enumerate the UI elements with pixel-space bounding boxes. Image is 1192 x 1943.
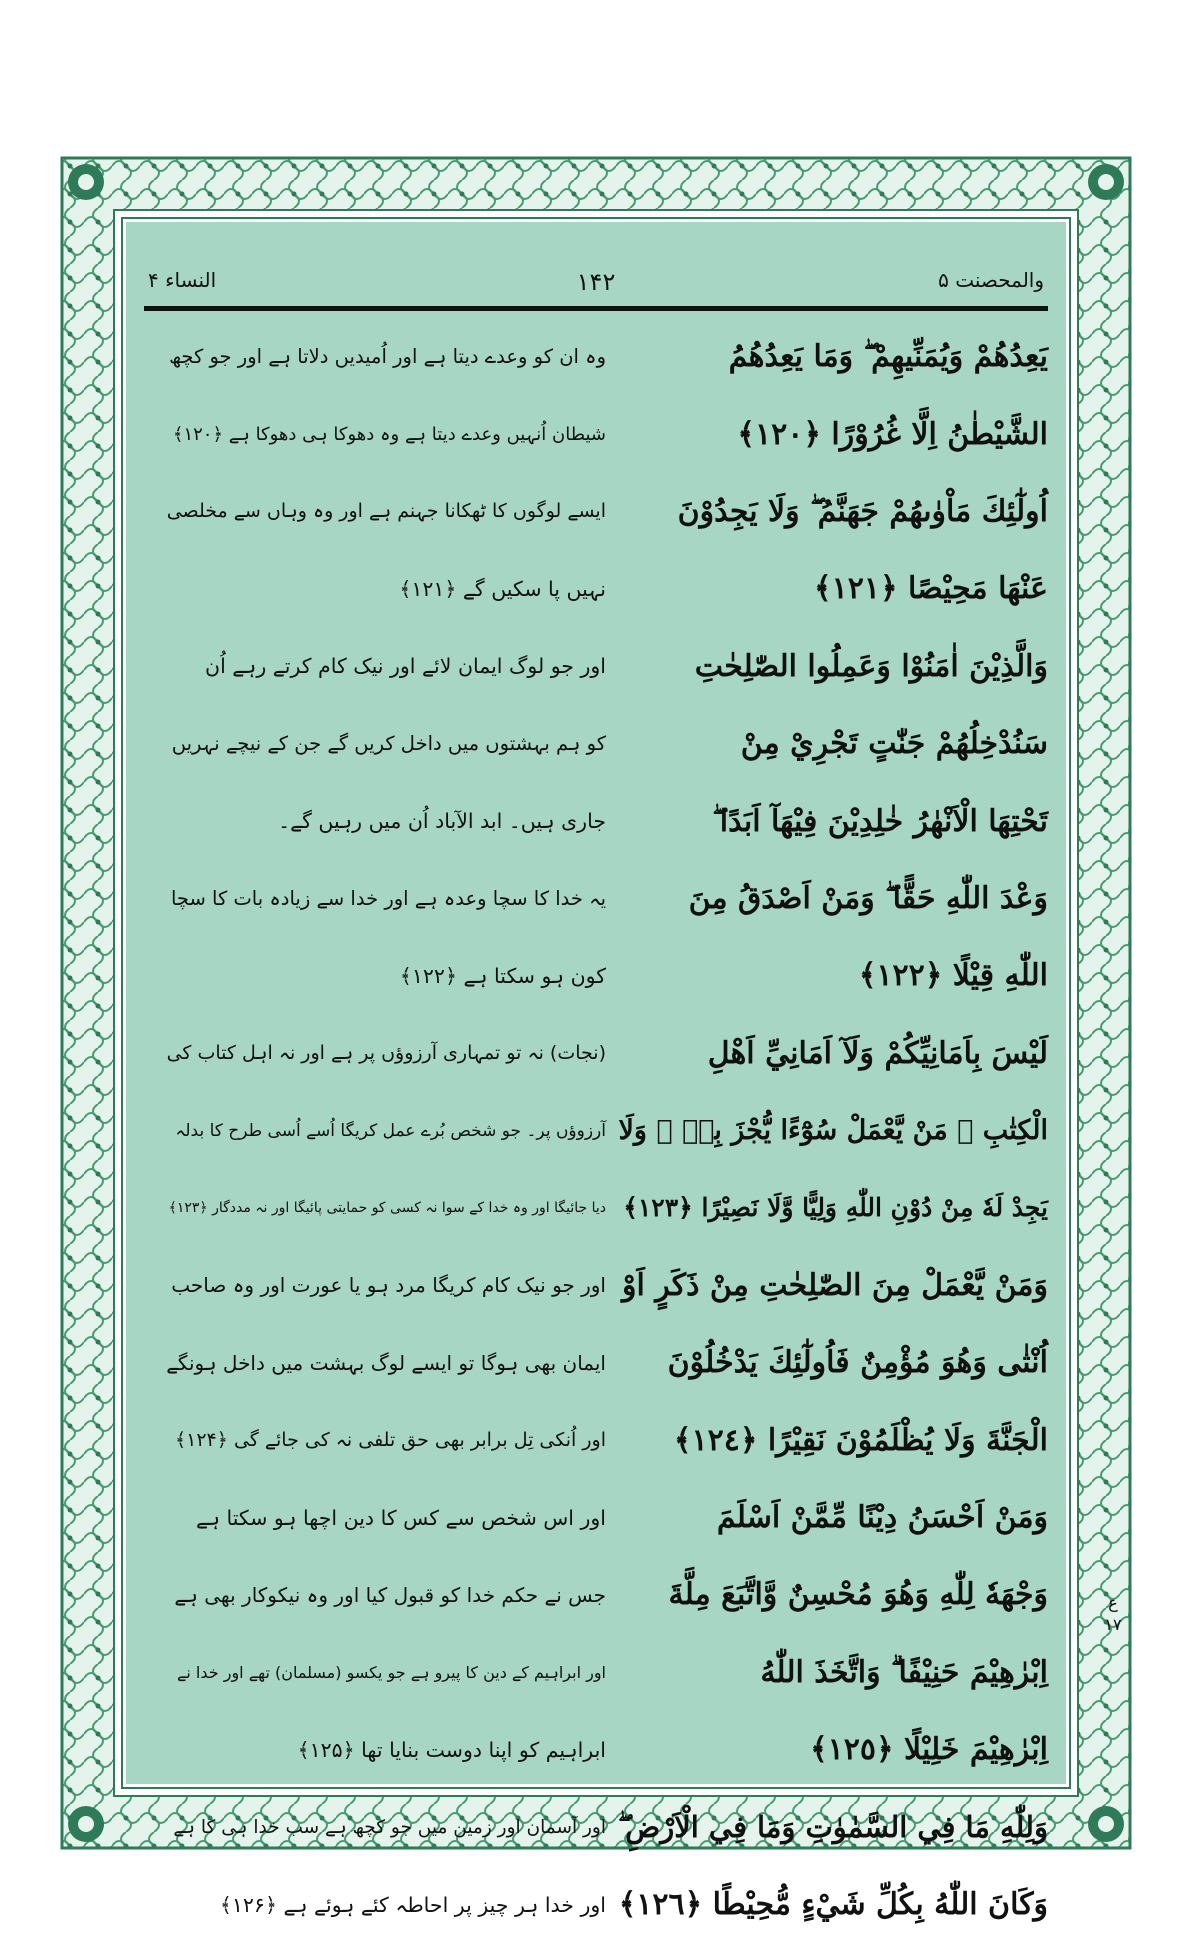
- urdu-line: اور جو لوگ ایمان لائے اور نیک کام کرتے رہے اُن: [205, 654, 606, 679]
- text-panel: [126, 222, 1122, 1922]
- urdu-line: اور اس شخص سے کس کا دین اچھا ہو سکتا ہے: [195, 1505, 606, 1530]
- header-rule: [144, 306, 1048, 311]
- urdu-line: نہیں پا سکیں گے ﴿۱۲۱﴾: [399, 576, 606, 601]
- arabic-line: وَمَنْ يَّعْمَلْ مِنَ الصّٰلِحٰتِ مِنْ ذَكَرٍ اَوْ: [621, 1267, 1048, 1303]
- arabic-line: الشَّيْطٰنُ اِلَّا غُرُوْرًا ﴿١٢٠﴾: [737, 416, 1048, 452]
- arabic-line: وَجْهَهٗ لِلّٰهِ وَهُوَ مُحْسِنٌ وَّاتَّبَعَ مِلَّةَ: [668, 1577, 1048, 1613]
- urdu-line: اور جو نیک کام کریگا مرد ہو یا عورت اور وہ صاحب: [171, 1273, 606, 1298]
- urdu-line: جاری ہیں۔ ابد الآباد اُن میں رہیں گے۔: [278, 809, 606, 834]
- arabic-line: تَحْتِهَا الْاَنْهٰرُ خٰلِدِيْنَ فِيْهَآ اَبَدًا ۖ: [712, 803, 1048, 839]
- urdu-line: ایمان بھی ہوگا تو ایسے لوگ بہشت میں داخل ہونگے: [166, 1350, 606, 1375]
- urdu-translation-column: [166, 318, 606, 1943]
- arabic-line: وَكَانَ اللّٰهُ بِكُلِّ شَيْءٍ مُّحِيْطًا ﴿١٢٦﴾: [618, 1887, 1048, 1922]
- arabic-line: يَجِدْ لَهٗ مِنْ دُوْنِ اللّٰهِ وَلِيًّا وَّلَا نَصِيْرًا ﴿١٢٣﴾: [623, 1193, 1048, 1223]
- arabic-line: اِبْرٰهِيْمَ خَلِيْلًا ﴿١٢٥﴾: [810, 1732, 1048, 1768]
- arabic-line: اُولٰٓئِكَ مَاْوٰىهُمْ جَهَنَّمُ ۖ وَلَا يَجِدُوْنَ: [677, 493, 1048, 529]
- urdu-line: ابراہیم کو اپنا دوست بنایا تھا ﴿۱۲۵﴾: [297, 1737, 606, 1762]
- urdu-line: اور اُنکی تِل برابر بھی حق تلفی نہ کی جائے گی ﴿۱۲۴﴾: [175, 1429, 606, 1452]
- arabic-line: عَنْهَا مَحِيْصًا ﴿١٢١﴾: [814, 571, 1048, 607]
- arabic-line: الْجَنَّةَ وَلَا يُظْلَمُوْنَ نَقِيْرًا ﴿١٢٤﴾: [673, 1422, 1048, 1458]
- urdu-line: ایسے لوگوں کا ٹھکانا جہنم ہے اور وہ وہاں سے مخلصی: [166, 500, 606, 523]
- surah-name: النساء ۴: [148, 268, 217, 292]
- urdu-line: کون ہو سکتا ہے ﴿۱۲۲﴾: [399, 963, 606, 988]
- urdu-line: یہ خدا کا سچا وعدہ ہے اور خدا سے زیادہ بات کا سچا: [170, 886, 606, 910]
- urdu-line: اور خدا ہر چیز پر احاطہ کئے ہوئے ہے ﴿۱۲۶﴾: [219, 1892, 606, 1917]
- urdu-line: (نجات) نہ تو تمہاری آرزوؤں پر ہے اور نہ اہل کتاب کی: [166, 1042, 606, 1065]
- arabic-line: وَلِلّٰهِ مَا فِي السَّمٰوٰتِ وَمَا فِي الْاَرْضِ ۖ: [617, 1809, 1048, 1844]
- arabic-line: الْكِتٰبِ ۖ مَنْ يَّعْمَلْ سُوْٓءًا يُّجْزَ بِهٖ ۙ وَلَا: [618, 1115, 1048, 1147]
- arabic-line: اللّٰهِ قِيْلًا ﴿١٢٢﴾: [858, 958, 1048, 994]
- arabic-line: يَعِدُهُمْ وَيُمَنِّيهِمْ ۖ وَمَا يَعِدُهُمُ: [728, 339, 1048, 375]
- page-number: ۱۴۲: [576, 268, 616, 296]
- urdu-line: کو ہم بہشتوں میں داخل کریں گے جن کے نیچے نہریں: [171, 732, 606, 756]
- urdu-line: اور آسمان اور زمین میں جو کچھ ہے سب خدا ہی کا ہے: [173, 1816, 606, 1838]
- arabic-line: وَالَّذِيْنَ اٰمَنُوْا وَعَمِلُوا الصّٰلِحٰتِ: [694, 648, 1048, 684]
- arabic-line: لَيْسَ بِاَمَانِيِّكُمْ وَلَآ اَمَانِيِّ اَهْلِ: [707, 1035, 1048, 1071]
- urdu-line: آرزوؤں پر۔ جو شخص بُرے عمل کریگا اُسے اُسی طرح کا بدلہ: [175, 1121, 606, 1142]
- urdu-line: وہ ان کو وعدے دیتا ہے اور اُمیدیں دلاتا ہے اور جو کچھ: [169, 345, 606, 369]
- decorative-frame: [56, 152, 1136, 1922]
- arabic-column: [618, 318, 1048, 1943]
- arabic-line: وَمَنْ اَحْسَنُ دِيْنًا مِّمَّنْ اَسْلَمَ: [716, 1500, 1048, 1536]
- arabic-line: اِبْرٰهِيْمَ حَنِيْفًا ۗ وَاتَّخَذَ اللّٰهُ: [760, 1654, 1048, 1690]
- arabic-line: سَنُدْخِلُهُمْ جَنّٰتٍ تَجْرِيْ مِنْ: [740, 726, 1048, 762]
- urdu-line: شیطان اُنہیں وعدے دیتا ہے وہ دھوکا ہی دھوکا ہے ﴿۱۲۰﴾: [172, 423, 606, 445]
- arabic-line: اُنْثٰى وَهُوَ مُؤْمِنٌ فَاُولٰٓئِكَ يَدْخُلُوْنَ: [667, 1345, 1048, 1381]
- juz-name: والمحصنت ۵: [938, 268, 1044, 292]
- ruku-margin-mark: ع ۱۷: [1104, 1593, 1122, 1634]
- urdu-line: اور ابراہیم کے دین کا پیرو ہے جو یکسو (مسلمان) تھے اور خدا نے: [176, 1662, 606, 1682]
- arabic-line: وَعْدَ اللّٰهِ حَقًّا ۖ وَمَنْ اَصْدَقُ مِنَ: [688, 880, 1048, 916]
- urdu-line: دیا جائیگا اور وہ خدا کے سوا نہ کسی کو حمایتی پائیگا اور نہ مددگار ﴿۱۲۳﴾: [168, 1199, 606, 1216]
- urdu-line: جس نے حکم خدا کو قبول کیا اور وہ نیکوکار بھی ہے: [174, 1582, 606, 1607]
